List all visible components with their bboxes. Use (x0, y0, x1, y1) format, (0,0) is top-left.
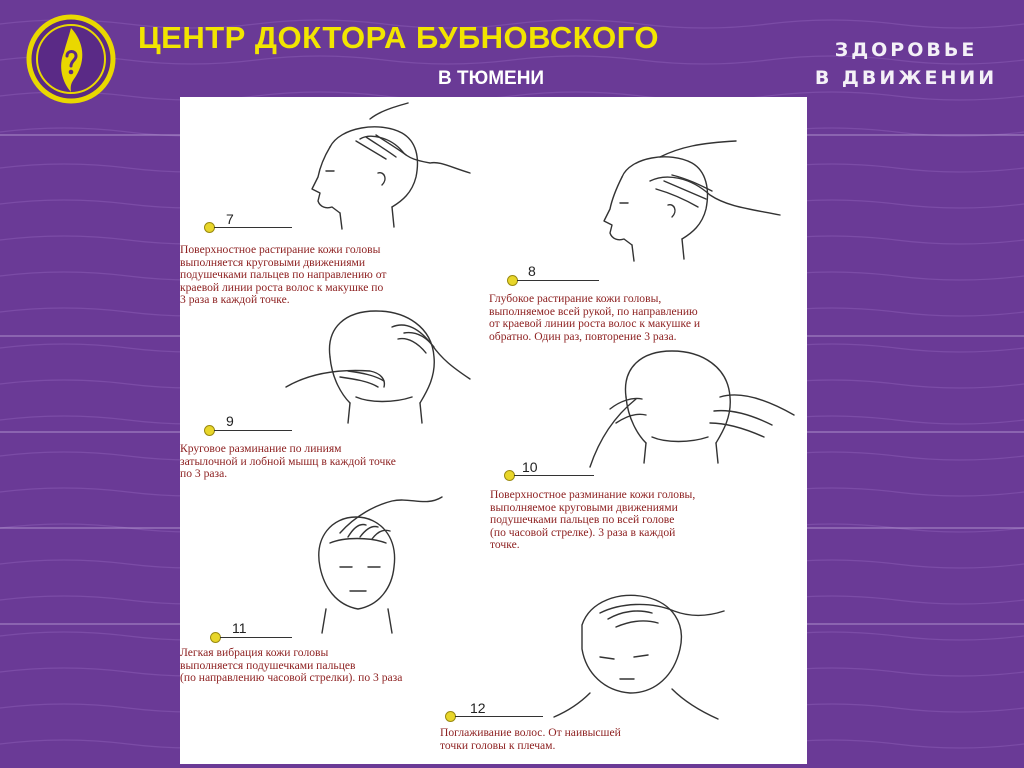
logo-icon (26, 12, 116, 106)
step-number-8: 8 (528, 263, 536, 279)
step-divider (214, 430, 292, 431)
step-number-10: 10 (522, 459, 538, 475)
page-subtitle: В ТЮМЕНИ (438, 68, 545, 89)
page-title: ЦЕНТР ДОКТОРА БУБНОВСКОГО (138, 20, 660, 55)
step-divider (514, 475, 594, 476)
slogan-line-1: ЗДОРОВЬЕ (834, 39, 978, 61)
step-text-8: Глубокое растирание кожи головы, выполняемое всей рукой, по направлению от краевой линии роста волос к макушке и обратно. Один раз, повторение 3 раза. (489, 292, 701, 343)
step-text-11: Легкая вибрация кожи головы выполняется подушечками пальцев (по направлению часовой стрелки). по 3 раза (180, 646, 403, 685)
slogan (806, 36, 1006, 92)
step-text-7: Поверхностное растирание кожи головы выполняется круговыми движениями подушечками пальцев по направлению от краевой линии роста волос к макушке по 3 раза в каждой точке. (180, 243, 387, 307)
massage-instructions-panel (180, 97, 807, 764)
slogan-line-2: В ДВИЖЕНИИ (814, 67, 998, 89)
head-bowed-illustration-12 (554, 595, 724, 719)
step-number-9: 9 (226, 413, 234, 429)
step-divider (455, 716, 543, 717)
step-divider (214, 227, 292, 228)
head-front-illustration-11 (319, 497, 442, 633)
step-divider (517, 280, 599, 281)
head-back-illustration-10 (590, 351, 794, 467)
step-divider (220, 637, 292, 638)
step-text-12: Поглаживание волос. От наивысшей точки головы к плечам. (440, 726, 621, 752)
step-number-11: 11 (232, 620, 247, 636)
step-text-10: Поверхностное разминание кожи головы, выполняемое круговыми движениями подушечками пальцев по всей голове (по часовой стрелке). 3 раза в каждой точке. (490, 488, 696, 552)
step-number-7: 7 (226, 211, 234, 227)
head-back-illustration-9 (286, 311, 470, 423)
head-profile-illustration-7 (312, 103, 470, 229)
step-text-9: Круговое разминание по линиям затылочной и лобной мышц в каждой точке по 3 раза. (180, 442, 396, 481)
step-number-12: 12 (470, 700, 486, 716)
head-profile-illustration-8 (604, 141, 780, 261)
